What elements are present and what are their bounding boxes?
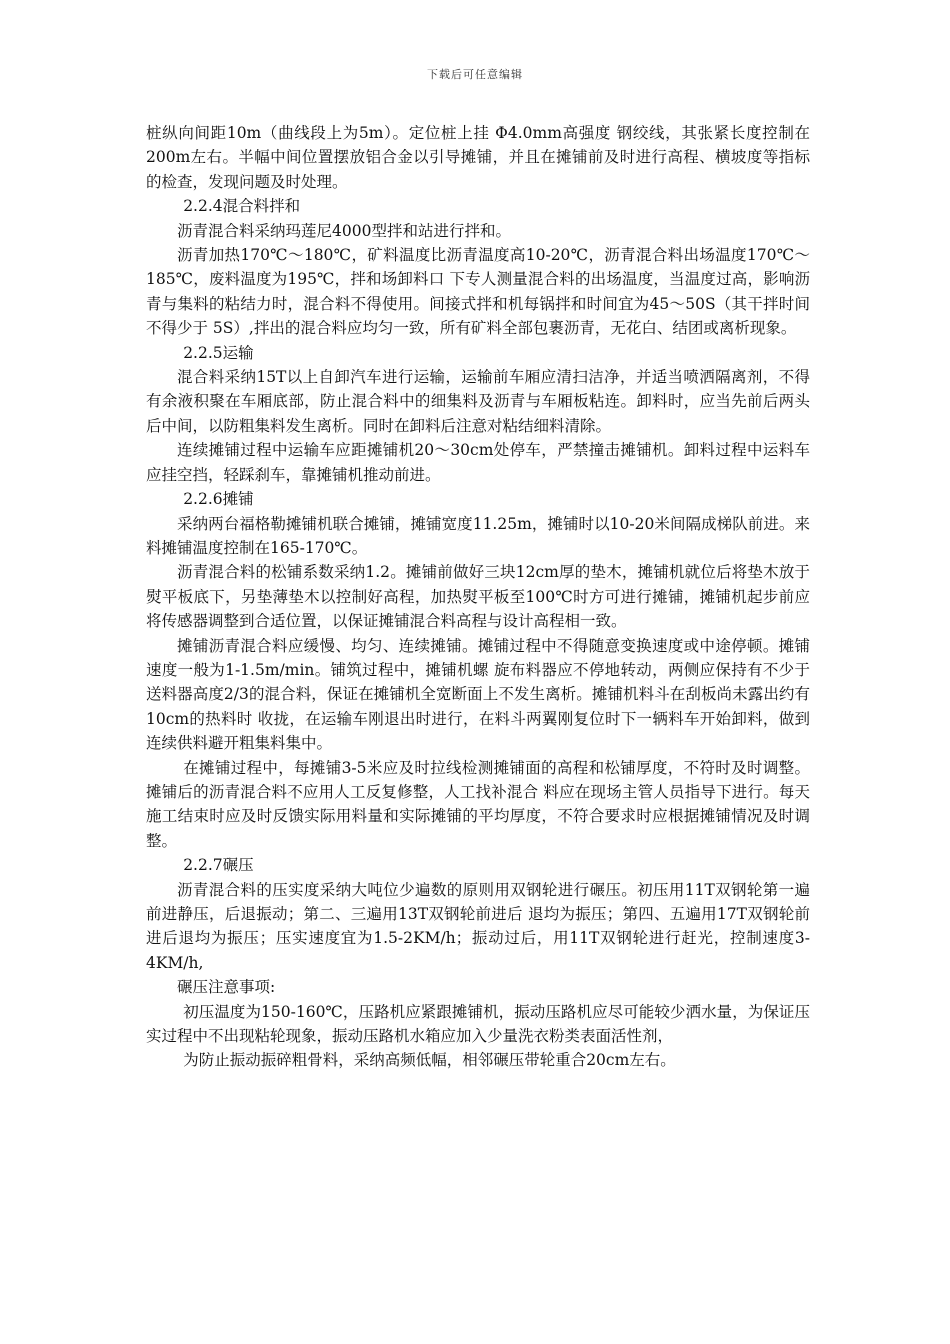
paragraph: 沥青加热170℃～180℃，矿料温度比沥青温度高10-20℃，沥青混合料出场温度170℃～185℃，废料温度为195℃，拌和场卸料口 下专人测量混合料的出场温度，当温度过高，影响沥青与集料的粘结力时，混合料不得使用。间接式拌和机每锅拌和时间宜为45～50S（其干拌时间不得少于 5S）,拌出的混合料应均匀一致，所有矿料全部包裹沥青，无花白、结团或离析现象。 — [146, 246, 810, 338]
paragraph: 沥青混合料的压实度采纳大吨位少遍数的原则用双钢轮进行碾压。初压用11T双钢轮第一遍前进静压，后退振动；第二、三遍用13T双钢轮前进后 退均为振压；第四、五遍用17T双钢轮前进后退均为振压；压实速度宜为1.5-2KM/h；振动过后，用11T双钢轮进行赶光，控制速度3-4KM/h, — [146, 880, 810, 972]
document-body — [146, 121, 810, 1073]
paragraph: 摊铺沥青混合料应缓慢、均匀、连续摊铺。摊铺过程中不得随意变换速度或中途停顿。摊铺速度一般为1-1.5m/min。铺筑过程中，摊铺机螺 旋布料器应不停地转动，两侧应保持有不少于送料器高度2/3的混合料，保证在摊铺机全宽断面上不发生离析。摊铺机料斗在刮板尚未露出约有10cm的热料时 收拢，在运输车刚退出时进行，在料斗两翼刚复位时下一辆料车开始卸料，做到连续供料避开粗集料集中。 — [146, 636, 810, 753]
paragraph: 沥青混合料采纳玛莲尼4000型拌和站进行拌和。 — [177, 221, 511, 240]
paragraph: 连续摊铺过程中运输车应距摊铺机20～30cm处停车，严禁撞击摊铺机。卸料过程中运料车应挂空挡，轻踩刹车，靠摊铺机推动前进。 — [146, 441, 810, 484]
section-heading-2-2-5: 2.2.5运输 — [183, 343, 254, 362]
paragraph: 碾压注意事项: — [177, 978, 276, 997]
paragraph: 在摊铺过程中，每摊铺3-5米应及时拉线检测摊铺面的高程和松铺厚度，不符时及时调整。摊铺后的沥青混合料不应用人工反复修整，人工找补混合 料应在现场主管人员指导下进行。每天施工结束时应及时反馈实际用料量和实际摊铺的平均厚度，不符合要求时应根据摊铺情况及时调整。 — [146, 758, 810, 850]
page-header: 下载后可任意编辑 — [427, 68, 523, 81]
paragraph: 为防止振动振碎粗骨料，采纳高频低幅，相邻碾压带轮重合20cm左右。 — [183, 1051, 676, 1070]
paragraph: 初压温度为150-160℃，压路机应紧跟摊铺机，振动压路机应尽可能较少洒水量，为保证压实过程中不出现粘轮现象，振动压路机水箱应加入少量洗衣粉类表面活性剂， — [146, 1002, 810, 1046]
paragraph: 混合料采纳15T以上自卸汽车进行运输，运输前车厢应清扫洁净，并适当喷洒隔离剂，不得有余液积聚在车厢底部，防止混合料中的细集料及沥青与车厢板粘连。卸料时，应当先前后两头后中间，以防粗集料发生离析。同时在卸料后注意对粘结细料清除。 — [146, 368, 810, 435]
paragraph: 采纳两台福格勒摊铺机联合摊铺，摊铺宽度11.25m，摊铺时以10-20米间隔成梯队前进。来料摊铺温度控制在165-170℃。 — [146, 514, 810, 557]
paragraph: 桩纵向间距10m（曲线段上为5m）。定位桩上挂 Φ4.0mm高强度 钢绞线，其张紧长度控制在200m左右。半幅中间位置摆放铝合金以引导摊铺，并且在摊铺前及时进行高程、横坡度等指标的检查，发现问题及时处理。 — [146, 124, 810, 191]
section-heading-2-2-6: 2.2.6摊铺 — [183, 490, 254, 509]
section-heading-2-2-7: 2.2.7碾压 — [183, 856, 254, 875]
paragraph: 沥青混合料的松铺系数采纳1.2。摊铺前做好三块12cm厚的垫木，摊铺机就位后将垫木放于熨平板底下，另垫薄垫木以控制好高程，加热熨平板至100℃时方可进行摊铺，摊铺机起步前应将传感器调整到合适位置，以保证摊铺混合料高程与设计高程相一致。 — [146, 563, 810, 631]
section-heading-2-2-4: 2.2.4混合料拌和 — [183, 197, 301, 216]
